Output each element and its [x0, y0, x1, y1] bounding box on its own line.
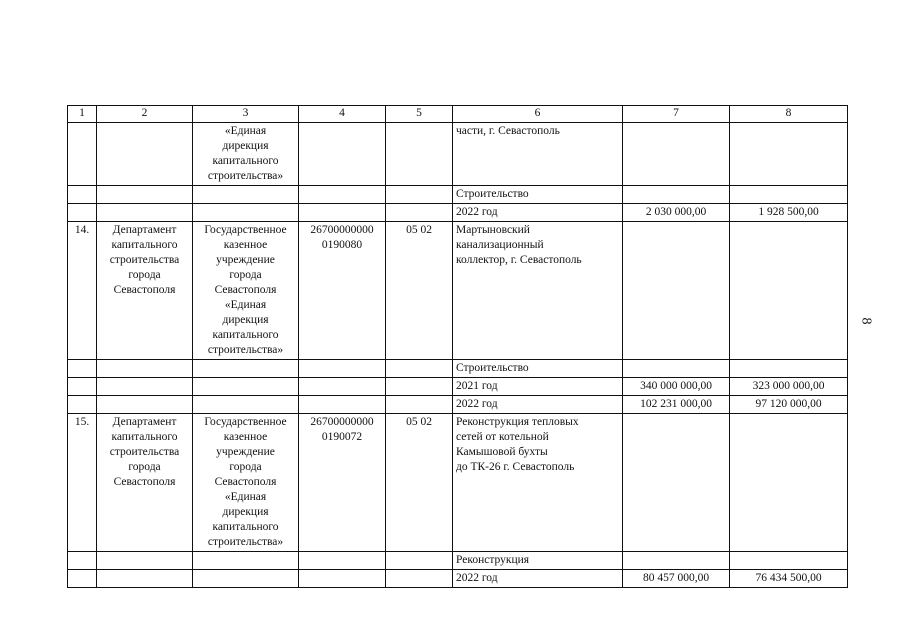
budget-code-cell: 26700000000 0190072	[299, 414, 386, 552]
col-header: 5	[386, 106, 453, 123]
col-header: 6	[453, 106, 623, 123]
row-number: 15.	[68, 414, 97, 552]
amount-cell: 102 231 000,00	[623, 396, 730, 414]
table-row-14	[68, 222, 848, 360]
table-row-continued	[68, 123, 848, 186]
year-cell: 2022 год	[453, 570, 623, 588]
organization-cell: Государственное казенное учреждение города Севастополя «Единая дирекция капитального строительства»	[193, 222, 299, 360]
column-number-header	[68, 106, 848, 123]
amount-cell: 340 000 000,00	[623, 378, 730, 396]
amount-cell: 80 457 000,00	[623, 570, 730, 588]
budget-table	[67, 105, 848, 588]
budget-code-cell: 26700000000 0190080	[299, 222, 386, 360]
col-header: 2	[97, 106, 193, 123]
year-cell: 2022 год	[453, 396, 623, 414]
organization-cell: «Единая дирекция капитального строительства»	[193, 123, 299, 186]
organization-cell: Государственное казенное учреждение города Севастополя «Единая дирекция капитального строительства»	[193, 414, 299, 552]
table-row	[68, 552, 848, 570]
amount-cell: 76 434 500,00	[730, 570, 848, 588]
col-header: 3	[193, 106, 299, 123]
col-header: 1	[68, 106, 97, 123]
stage-cell: Строительство	[453, 186, 623, 204]
table-row-15	[68, 414, 848, 552]
col-header: 4	[299, 106, 386, 123]
table-row	[68, 360, 848, 378]
section-code-cell: 05 02	[386, 222, 453, 360]
section-code-cell: 05 02	[386, 414, 453, 552]
table-row	[68, 570, 848, 588]
amount-cell: 323 000 000,00	[730, 378, 848, 396]
table-row	[68, 378, 848, 396]
department-cell: Департамент капитального строительства города Севастополя	[97, 414, 193, 552]
department-cell: Департамент капитального строительства города Севастополя	[97, 222, 193, 360]
stage-cell: Строительство	[453, 360, 623, 378]
table-row	[68, 204, 848, 222]
amount-cell: 1 928 500,00	[730, 204, 848, 222]
amount-cell: 97 120 000,00	[730, 396, 848, 414]
object-cell: Мартыновский канализационный коллектор, г. Севастополь	[453, 222, 623, 360]
object-cell: части, г. Севастополь	[453, 123, 623, 186]
amount-cell: 2 030 000,00	[623, 204, 730, 222]
row-number: 14.	[68, 222, 97, 360]
col-header: 8	[730, 106, 848, 123]
col-header: 7	[623, 106, 730, 123]
year-cell: 2022 год	[453, 204, 623, 222]
table-row	[68, 396, 848, 414]
stage-cell: Реконструкция	[453, 552, 623, 570]
table-row	[68, 186, 848, 204]
page-number: 8	[858, 317, 874, 325]
object-cell: Реконструкция тепловых сетей от котельной Камышовой бухты до ТК-26 г. Севастополь	[453, 414, 623, 552]
year-cell: 2021 год	[453, 378, 623, 396]
